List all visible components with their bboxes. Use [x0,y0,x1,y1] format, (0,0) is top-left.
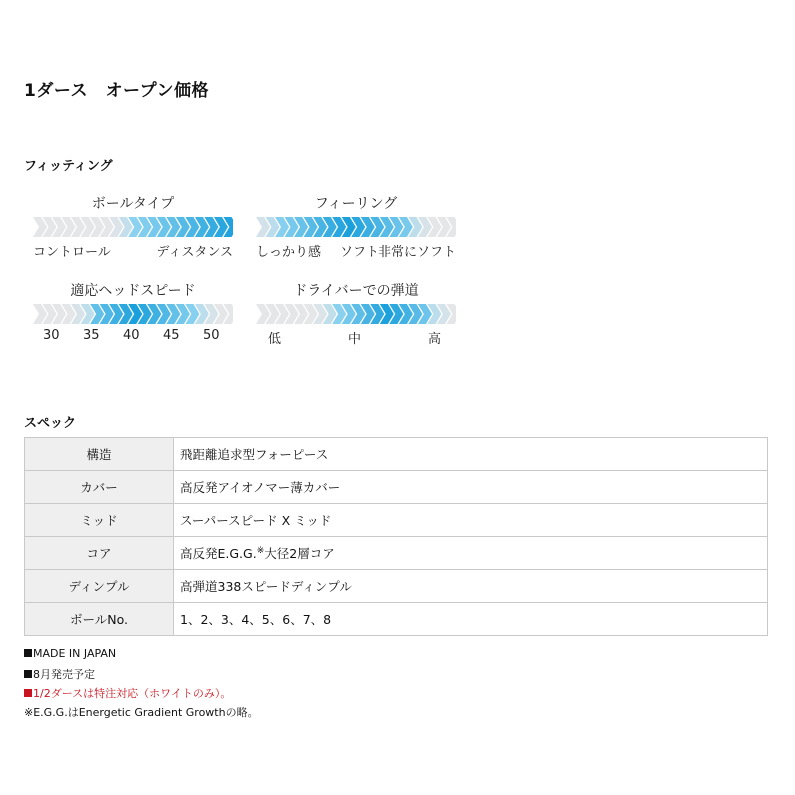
spec-key: ディンプル [25,570,174,603]
table-row [25,537,768,570]
meter-tick-label: 50 [203,328,220,343]
spec-value [174,537,768,570]
meter-tick-label: 40 [123,328,140,343]
spec-key: カバー [25,471,174,504]
price-heading: 1ダース オープン価格 [24,81,209,101]
spec-value: 1、2、3、4、5、6、7、8 [174,603,768,636]
meter-title: ドライバーでの弾道 [293,283,419,299]
meter-label-mid: 中 [348,332,362,347]
spec-key: ボールNo. [25,603,174,636]
meter-tick-label: 35 [83,328,100,343]
footnote-mark: ※ [256,545,265,556]
trajectory-bar [256,304,456,324]
table-row [25,603,768,636]
spec-key: 構造 [25,438,174,471]
ball-type-bar [33,217,233,237]
spec-value-post: 大径2層コア [264,546,335,561]
spec-value-pre: 高反発E.G.G. [180,546,257,561]
spec-key: ミッド [25,504,174,537]
spec-value: 高弾道338スピードディンプル [174,570,768,603]
meter-title: フィーリング [314,196,398,212]
note-egg: ※E.G.G.はEnergetic Gradient Growthの略。 [24,706,259,719]
table-row [25,438,768,471]
spec-value: 高反発アイオノマー薄カバー [174,471,768,504]
meter-label-max: 高 [428,332,442,347]
spec-value: スーパースピード X ミッド [174,504,768,537]
meter-label-max: 非常にソフト [377,245,456,260]
table-row [25,570,768,603]
meter-label-min: 低 [268,332,282,347]
note-text: MADE IN JAPAN [33,647,117,660]
note-made-in [24,647,116,660]
table-row [25,471,768,504]
meter-label-min: コントロール [33,245,111,260]
spec-value: 飛距離追求型フォーピース [174,438,768,471]
meter-title: 適応ヘッドスピード [70,283,196,299]
note-text: 1/2ダースは特注対応（ホワイトのみ）。 [33,687,232,700]
feeling-bar [256,217,456,237]
spec-title: スペック [24,416,77,431]
spec-table [24,437,768,636]
meter-label-mid: ソフト [340,245,380,260]
note-release [24,666,95,682]
square-bullet-icon [24,649,32,657]
meter-tick-label: 45 [163,328,180,343]
note-half-dozen [24,685,231,701]
meter-tick-label: 30 [43,328,60,343]
table-row [25,504,768,537]
spec-key: コア [25,537,174,570]
square-bullet-icon [24,689,32,697]
head-speed-bar [33,304,233,324]
fitting-title: フィッティング [24,159,113,174]
meter-title: ボールタイプ [91,196,175,212]
square-bullet-icon [24,670,32,678]
meter-label-min: しっかり感 [256,245,322,260]
meter-label-max: ディスタンス [156,245,233,260]
note-text: 8月発売予定 [33,668,95,681]
